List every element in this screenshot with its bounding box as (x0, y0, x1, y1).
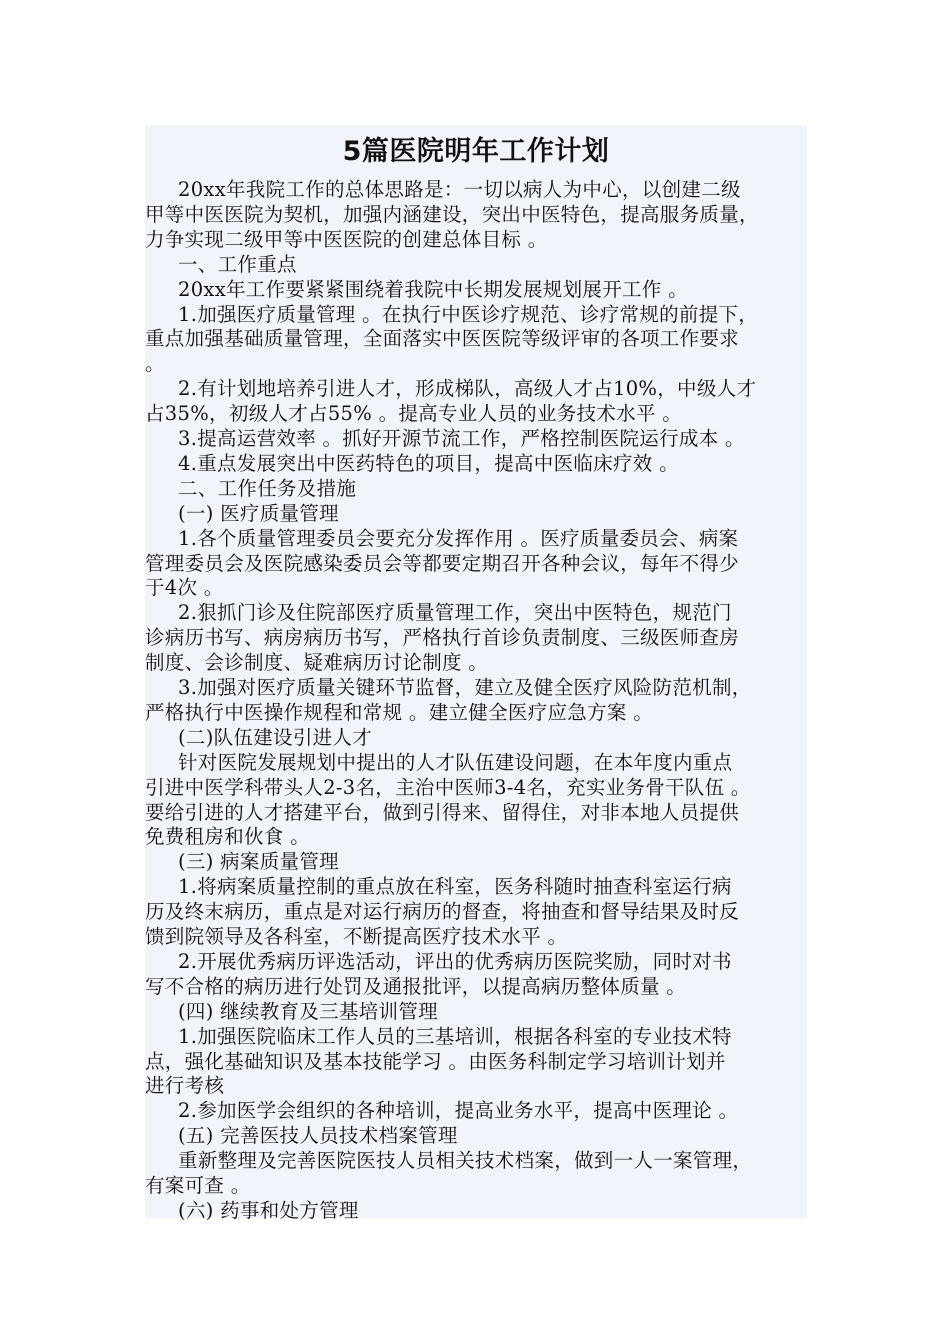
paragraph-line: 3.提高运营效率 。抓好开源节流工作，严格控制医院运行成本 。 (178, 427, 745, 450)
paragraph-line: 4.重点发展突出中医药特色的项目，提高中医临床疗效 。 (178, 451, 679, 475)
paragraph-line: 20xx年我院工作的总体思路是：一切以病人为中心，以创建二级 (178, 178, 741, 201)
paragraph-line: 馈到院领导及各科室，不断提高医疗技术水平 。 (145, 925, 568, 948)
paragraph-line: 2.开展优秀病历评选活动，评出的优秀病历医院奖励，同时对书 (178, 949, 732, 973)
paragraph-line: 占35%，初级人才占55% 。提高专业人员的业务技术水平 。 (145, 402, 683, 426)
paragraph-line: 历及终末病历，重点是对运行病历的督查，将抽查和督导结果及时反 (145, 900, 740, 924)
paragraph-line: (一) 医疗质量管理 (178, 501, 339, 525)
paragraph-line: (五) 完善医技人员技术档案管理 (178, 1124, 458, 1148)
paragraph-line: 2.参加医学会组织的各种培训，提高业务水平，提高中医理论 。 (178, 1099, 739, 1123)
paragraph-line: 制度、会诊制度、疑难病历讨论制度 。 (145, 651, 489, 675)
paragraph-line: 1.加强医院临床工作人员的三基培训，根据各科室的专业技术特 (178, 1024, 732, 1048)
paragraph-line: 3.加强对医疗质量关键环节监督，建立及健全医疗风险防范机制， (178, 676, 752, 699)
paragraph-line: 甲等中医医院为契机，加强内涵建设，突出中医特色，提高服务质量， (145, 202, 759, 226)
paragraph-line: 。 (145, 352, 165, 376)
paragraph-line: 重点加强基础质量管理，全面落实中医医院等级评审的各项工作要求 (145, 327, 740, 351)
paragraph-line: 2.狠抓门诊及住院部医疗质量管理工作，突出中医特色，规范门 (178, 601, 732, 625)
paragraph-line: 一、工作重点 (178, 252, 297, 276)
paragraph-line: 重新整理及完善医院医技人员相关技术档案，做到一人一案管理， (178, 1149, 753, 1173)
paragraph-line: 于4次 。 (145, 576, 224, 600)
paragraph-line: 进行考核 (145, 1074, 225, 1098)
paragraph-line: 20xx年工作要紧紧围绕着我院中长期发展规划展开工作 。 (178, 277, 688, 301)
paragraph-line: 诊病历书写、病房病历书写，严格执行首诊负责制度、三级医师查房 (145, 626, 740, 650)
paragraph-line: 针对医院发展规划中提出的人才队伍建设问题，在本年度内重点 (178, 750, 733, 774)
paragraph-line: 管理委员会及医院感染委员会等都要定期召开各种会议，每年不得少 (145, 551, 740, 575)
paragraph-line: 写不合格的病历进行处罚及通报批评，以提高病历整体质量 。 (145, 974, 687, 998)
paragraph-line: 要给引进的人才搭建平台，做到引得来、留得住，对非本地人员提供 (145, 800, 740, 824)
paragraph-line: 2.有计划地培养引进人才，形成梯队，高级人才占10%，中级人才 (178, 377, 757, 401)
paragraph-line: 1.加强医疗质量管理 。在执行中医诊疗规范、诊疗常规的前提下， (178, 302, 759, 326)
paragraph-line: (三) 病案质量管理 (178, 850, 339, 874)
paragraph-line: (四) 继续教育及三基培训管理 (178, 999, 438, 1023)
paragraph-line: 二、工作任务及措施 (178, 476, 357, 500)
paragraph-line: 1.各个质量管理委员会要充分发挥作用 。医疗质量委员会、病案 (178, 526, 739, 550)
paragraph-line: 严格执行中医操作规程和常规 。建立健全医疗应急方案 。 (145, 700, 653, 724)
paragraph-line: 点，强化基础知识及基本技能学习 。由医务科制定学习培训计划并 (145, 1049, 726, 1073)
paragraph-line: 力争实现二级甲等中医医院的创建总体目标 。 (145, 227, 548, 251)
paragraph-line: 有案可查 。 (145, 1174, 251, 1197)
paragraph-line: 免费租房和伙食 。 (145, 825, 310, 849)
paragraph-line: 1.将病案质量控制的重点放在科室，医务科随时抽查科室运行病 (178, 875, 732, 899)
document-title: 5篇医院明年工作计划 (342, 136, 610, 167)
paragraph-line: (六) 药事和处方管理 (178, 1198, 359, 1222)
paragraph-line: (二)队伍建设引进人才 (178, 725, 373, 749)
paragraph-line: 引进中医学科带头人2-3名，主治中医师3-4名，充实业务骨干队伍 。 (145, 775, 751, 799)
document-body (145, 125, 807, 1222)
